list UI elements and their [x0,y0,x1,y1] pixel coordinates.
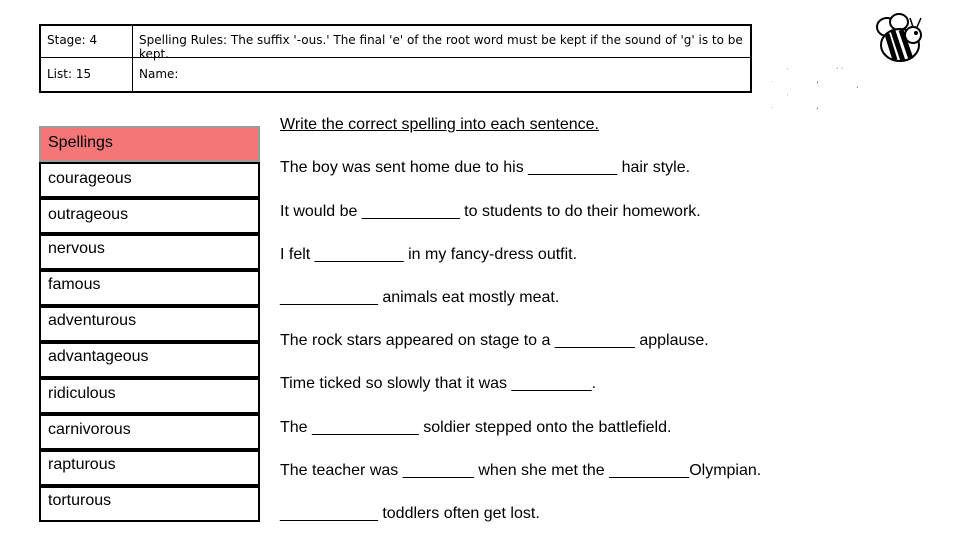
header-table [39,24,752,93]
sentence-6[interactable]: Time ticked so slowly that it was _________. [280,375,597,392]
spelling-shed-logo [770,12,932,116]
spelling-word-4: famous [39,270,260,306]
header-divider-vertical [132,26,133,91]
spelling-word-1: courageous [39,162,260,198]
list-label: List: 15 [47,67,92,81]
sentence-9[interactable]: ___________ toddlers often get lost. [280,505,540,522]
spelling-word-8: carnivorous [39,414,260,450]
sentence-8[interactable]: The teacher was ________ when she met the _________Olympian. [280,462,762,479]
spelling-word-6: advantageous [39,342,260,378]
sentence-7[interactable]: The ____________ soldier stepped onto the battlefield. [280,419,672,436]
bee-icon [865,12,935,67]
sentence-2[interactable]: It would be ___________ to students to do their homework. [280,203,701,220]
sentence-1[interactable]: The boy was sent home due to his __________ hair style. [280,159,691,176]
spellings-header: Spellings [39,126,260,162]
spelling-word-5: adventurous [39,306,260,342]
spelling-rules-text: Spelling Rules: The suffix '-ous.' The final 'e' of the root word must be kept if the sound of 'g' is to be kept. [139,33,743,61]
spelling-word-7: ridiculous [39,378,260,414]
logo-text: Spelling Shed [772,64,874,116]
name-field-label[interactable]: Name: [139,67,179,81]
instruction-text: Write the correct spelling into each sentence. [280,116,599,133]
sentence-4[interactable]: ___________ animals eat mostly meat. [280,289,560,306]
stage-label: Stage: 4 [47,33,98,47]
sentence-3[interactable]: I felt __________ in my fancy-dress outfit. [280,246,578,263]
spelling-word-10: torturous [39,486,260,522]
sentence-5[interactable]: The rock stars appeared on stage to a _________ applause. [280,332,709,349]
spelling-word-2: outrageous [39,198,260,234]
spelling-word-3: nervous [39,234,260,270]
spelling-word-9: rapturous [39,450,260,486]
